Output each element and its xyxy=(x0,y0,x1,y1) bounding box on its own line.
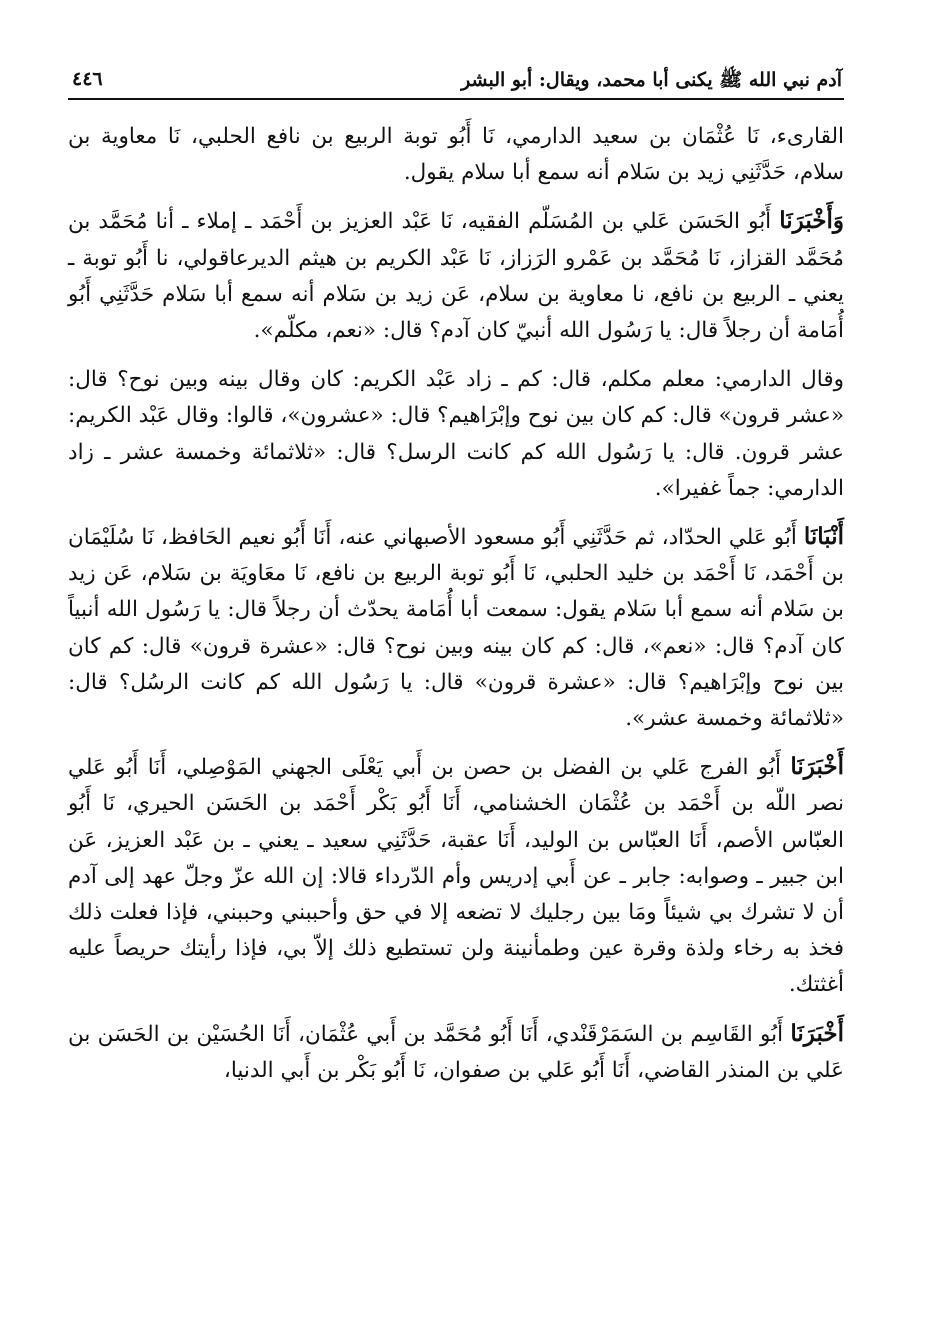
paragraph-2 xyxy=(68,203,844,349)
paragraph-5 xyxy=(68,749,844,1003)
running-header xyxy=(68,58,844,100)
page-number: ٤٤٦ xyxy=(72,68,103,90)
paragraph-4-text: أَبُو عَلي الحدّاد، ثم حَدَّثَنِي أَبُو مسعود الأصبهاني عنه، أَنَا أَبُو نعيم الحَافظ، نَا سُلَيْمَان بن أَحْمَد، نَا أَحْمَد بن خليد الحلبي، نَا أَبُو توبة الربيع بن نافع، نَا معَاويَة بن سَلام، عَن زيد بن سَلام أنه سمع أبا سَلام يقول: سمعت أبا أُمَامة يحدّث أن رجلاً قال: يا رَسُول الله أنبياً كان آدم؟ قال: «نعم»، قال: كم كان بينه وبين نوح؟ قال: «عشرة قرون» قال: كم كان بين نوح وإبْرَاهيم؟ قال: «عشرة قرون» قال: يا رَسُول الله كم كانت الرسُل؟ قال: «ثلاثمائة وخمسة عشر». xyxy=(68,525,844,732)
paragraph-6-text: أَبُو القَاسِم بن السَمَرْقَنْدي، أَنَا أَبُو مُحَمَّد بن أَبي عُثْمَان، أَنَا الحُسَيْن بن الحَسَن بن عَلي بن المنذر القاضي، أَنَا أَبُو عَلي بن صفوان، نَا أَبُو بَكْر بن أَبي الدنيا، xyxy=(68,1021,844,1083)
paragraph-6-lead: أَخْبَرَنَا xyxy=(790,1019,844,1047)
paragraph-2-lead: وَأَخْبَرَنَا xyxy=(779,207,844,235)
paragraph-5-lead: أَخْبَرَنَا xyxy=(790,753,844,781)
paragraph-5-text: أَبُو الفرج عَلي بن الفضل بن حصن بن أَبي يَعْلَى الجهني المَوْصِلي، أَنَا أَبُو عَلي نصر اللّه بن أَحْمَد بن عُثْمَان الخشنامي، أَنَا أَبُو بَكْر أَحْمَد بن الحَسَن الحيري، نَا أَبُو العبّاس الأصم، أَنَا العبّاس بن الوليد، أَنَا عقبة، حَدَّثَنِي سعيد ـ يعني ـ بن عَبْد العزيز، عَن ابن جبير ـ وصوابه: جابر ـ عن أَبي إدريس وأم الدّرداء قالا: إن الله عزّ وجلّ عهد إلى آدم أن لا تشرك بي شيئاً ومَا بين رجليك لا تضعه إلا في حق وأحببني وحببني، فإذا فعلت ذلك فخذ به رخاء ولذة وقرة عين وطمأنينة ولن تستطيع ذلك إلاّ بي، فإذا رأيتك حريصاً عليه أغثتك. xyxy=(68,755,844,998)
paragraph-4-lead: أَنْبَانَا xyxy=(803,523,844,551)
document-page xyxy=(68,58,844,1101)
page-body xyxy=(68,118,844,1089)
paragraph-3-text: وقال الدارمي: معلم مكلم، قال: كم ـ زاد عَبْد الكريم: كان وقال بينه وبين نوح؟ قال: «عشر قرون» قال: كم كان بين نوح وإبْرَاهيم؟ قال: «عشرون»، قالوا: وقال عَبْد الكريم: عشر قرون. قال: يا رَسُول الله كم كانت الرسل؟ قال: «ثلاثمائة وخمسة عشر ـ زاد الدارمي: جماً غفيرا». xyxy=(68,367,844,501)
paragraph-2-text: أَبُو الحَسَن عَلي بن المُسَلّم الفقيه، نَا عَبْد العزيز بن أَحْمَد ـ إملاء ـ أنا مُحَمَّد بن مُحَمَّد القزاز، نَا مُحَمَّد بن عَمْرو الرَزاز، نَا عَبْد الكريم بن هيثم الديرعاقولي، نا أَبُو توبة ـ يعني ـ الربيع بن نافع، نا معاوية بن سلام، عَن زيد بن سَلام أنه سمع أبا سَلام حَدَّثَنِي أَبُو أُمَامة أن رجلاً قال: يا رَسُول الله أنبيّ كان آدم؟ قال: «نعم، مكلّم». xyxy=(68,209,844,344)
running-header-title: آدم نبي الله ﷺ يكنى أبا محمد، ويقال: أبو البشر xyxy=(461,69,842,91)
paragraph-1 xyxy=(68,118,844,191)
paragraph-3 xyxy=(68,361,844,507)
paragraph-4 xyxy=(68,519,844,737)
paragraph-1-text: القارىء، نَا عُثْمَان بن سعيد الدارمي، نَا أَبُو توبة الربيع بن نافع الحلبي، نَا معاوية بن سلام، حَدَّثَنِي زيد بن سَلام أنه سمع أبا سلام يقول. xyxy=(68,124,844,186)
paragraph-6 xyxy=(68,1016,844,1089)
